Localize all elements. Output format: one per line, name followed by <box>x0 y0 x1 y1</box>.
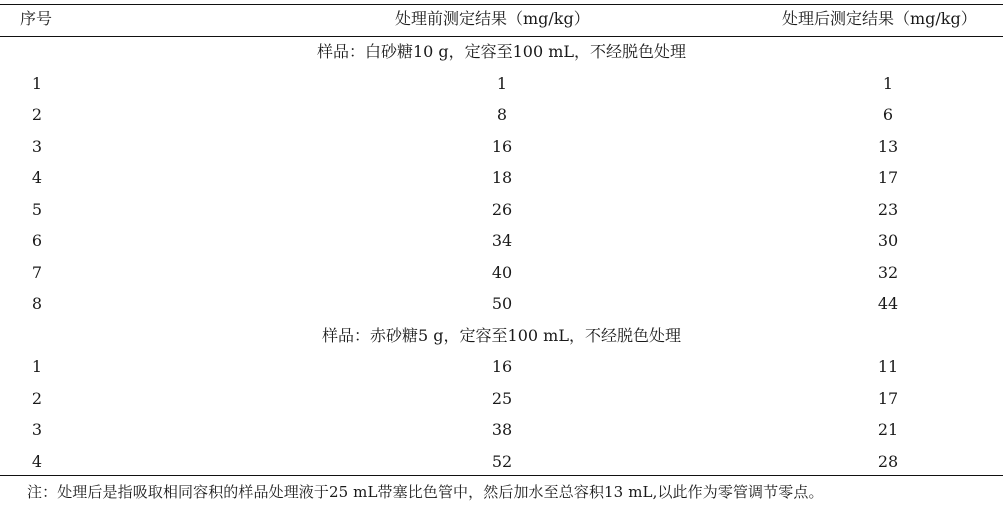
row-index: 3 <box>31 420 43 439</box>
value-after: 30 <box>877 231 899 250</box>
value-after: 6 <box>882 105 894 124</box>
table-row <box>0 135 1003 159</box>
value-before: 8 <box>496 105 508 124</box>
value-before: 40 <box>491 263 513 282</box>
value-after: 11 <box>877 357 899 376</box>
header-before: 处理前测定结果（mg/kg） <box>395 9 590 28</box>
value-before: 38 <box>491 420 513 439</box>
row-index: 2 <box>31 389 43 408</box>
section-title: 样品：赤砂糖5 g，定容至100 mL，不经脱色处理 <box>322 326 681 345</box>
table-row <box>0 450 1003 474</box>
top-rule <box>0 4 1003 5</box>
value-after: 21 <box>877 420 899 439</box>
header-after: 处理后测定结果（mg/kg） <box>782 9 977 28</box>
value-after: 1 <box>882 74 894 93</box>
table-row <box>0 387 1003 411</box>
value-after: 32 <box>877 263 899 282</box>
table-row <box>0 72 1003 96</box>
header-index: 序号 <box>20 9 53 28</box>
value-before: 52 <box>491 452 513 471</box>
value-before: 34 <box>491 231 513 250</box>
table-row <box>0 355 1003 379</box>
table-note: 注：处理后是指吸取相同容积的样品处理液于25 mL带塞比色管中，然后加水至总容积13 mL,以此作为零管调节零点。 <box>27 483 824 501</box>
value-after: 44 <box>877 294 899 313</box>
row-index: 1 <box>31 357 43 376</box>
row-index: 6 <box>31 231 43 250</box>
value-after: 17 <box>877 389 899 408</box>
table-row <box>0 103 1003 127</box>
value-before: 16 <box>491 357 513 376</box>
value-after: 17 <box>877 168 899 187</box>
value-after: 13 <box>877 137 899 156</box>
row-index: 1 <box>31 74 43 93</box>
value-before: 18 <box>491 168 513 187</box>
value-before: 1 <box>496 74 508 93</box>
table-row <box>0 166 1003 190</box>
table-row <box>0 292 1003 316</box>
row-index: 8 <box>31 294 43 313</box>
value-before: 26 <box>491 200 513 219</box>
row-index: 7 <box>31 263 43 282</box>
table-row <box>0 198 1003 222</box>
bottom-rule <box>0 475 1003 476</box>
row-index: 4 <box>31 452 43 471</box>
value-before: 50 <box>491 294 513 313</box>
value-before: 16 <box>491 137 513 156</box>
table-row <box>0 229 1003 253</box>
row-index: 3 <box>31 137 43 156</box>
row-index: 5 <box>31 200 43 219</box>
row-index: 4 <box>31 168 43 187</box>
header-rule <box>0 36 1003 37</box>
value-after: 28 <box>877 452 899 471</box>
section-title: 样品：白砂糖10 g，定容至100 mL，不经脱色处理 <box>316 42 687 61</box>
table-row <box>0 418 1003 442</box>
value-before: 25 <box>491 389 513 408</box>
row-index: 2 <box>31 105 43 124</box>
table-row <box>0 261 1003 285</box>
value-after: 23 <box>877 200 899 219</box>
